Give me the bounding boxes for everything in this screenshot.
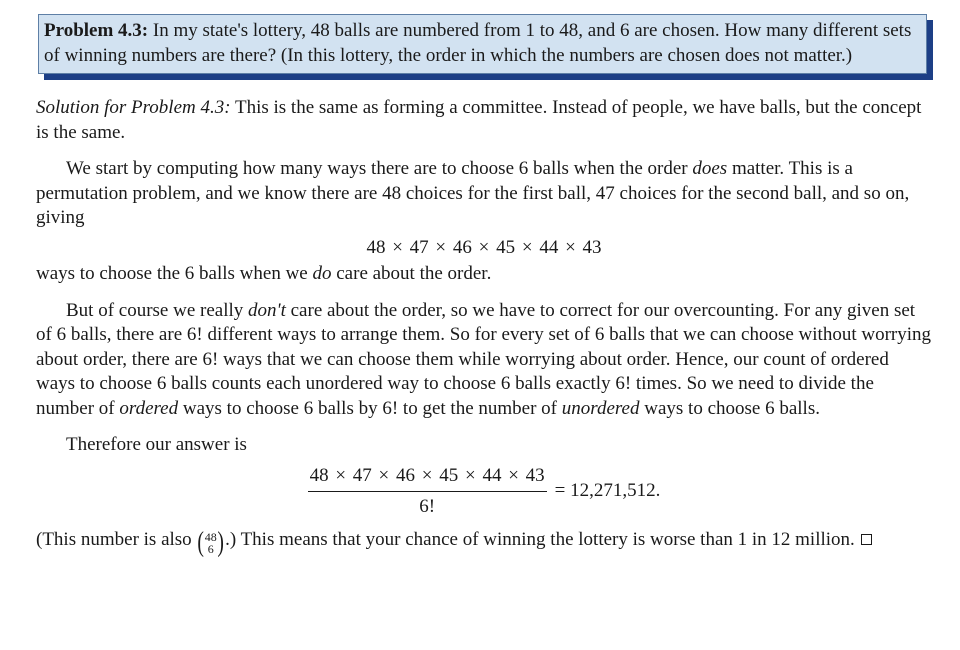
text-run: (This number is also (36, 528, 197, 550)
solution-label: Solution for Problem 4.3: (36, 97, 231, 118)
answer-result: = 12,271,512. (554, 480, 661, 502)
final-paragraph (36, 526, 932, 558)
fraction-numerator: 48 × 47 × 46 × 45 × 44 × 43 (308, 464, 547, 493)
binomial-bottom: 6 (207, 541, 214, 556)
emphasis-unordered: unordered (561, 397, 640, 419)
problem-label: Problem 4.3: (44, 20, 149, 41)
fraction-denominator: 6! (419, 496, 436, 517)
binomial-top: 48 (204, 529, 217, 544)
text-run: ways to choose 6 balls. (639, 397, 820, 419)
text-run: ways to choose 6 balls by 6! to get the number of (178, 397, 562, 419)
product-equation: 48 × 47 × 46 × 45 × 44 × 43 (366, 236, 602, 258)
fraction (308, 464, 547, 520)
text-run: We start by computing how many ways there are to choose 6 balls when the order (66, 158, 693, 179)
binomial-coefficient (196, 526, 225, 558)
right-paren: ) (217, 526, 224, 558)
emphasis-dont: don't (248, 299, 286, 321)
emphasis-do: do (312, 263, 332, 284)
text-run: matter. This is a permutation problem, and we know there are 48 choices for the first ball, 47 choices for the second ball, and so on, giving (36, 158, 910, 228)
emphasis-ordered: ordered (119, 397, 179, 419)
emphasis-does: does (692, 158, 728, 179)
answer-intro: Therefore our answer is (66, 434, 247, 455)
text-run: care about the order, so we have to correct for our overcounting. For any given set of 6 balls, there are 6! different ways to arrange them. So for every set of 6 balls that we can choose without worrying about order, there are 6! ways that we can choose them while worrying about order. Hence, our count of ordered ways to choose 6 balls counts each unordered way to choose 6 balls exactly 6! times. So we need to divide the number of (36, 299, 932, 419)
textbook-page (36, 14, 932, 558)
text-run: But of course we really (66, 299, 249, 321)
paragraph-overcounting (36, 299, 932, 422)
left-paren: ( (197, 526, 205, 558)
problem-statement (44, 19, 920, 68)
text-run: ways to choose the 6 balls when we (36, 263, 313, 284)
text-run: .) This means that your chance of winning the lottery is worse than 1 in 12 million. (225, 528, 855, 550)
paragraph-permutation (36, 157, 932, 231)
text-run: care about the order. (331, 263, 492, 284)
paragraph-continuation (36, 262, 932, 287)
problem-box (38, 14, 927, 74)
solution-intro-text: This is the same as forming a committee. Instead of people, we have balls, but the concept is the same. (36, 97, 922, 143)
qed-square-icon (861, 534, 872, 545)
answer-equation (36, 464, 932, 520)
solution-intro (36, 96, 932, 145)
problem-text: In my state's lottery, 48 balls are numbered from 1 to 48, and 6 are chosen. How many different sets of winning numbers are there? (In this lottery, the order in which the numbers are chosen does not matter.) (44, 20, 912, 66)
binomial-stack (205, 531, 217, 555)
